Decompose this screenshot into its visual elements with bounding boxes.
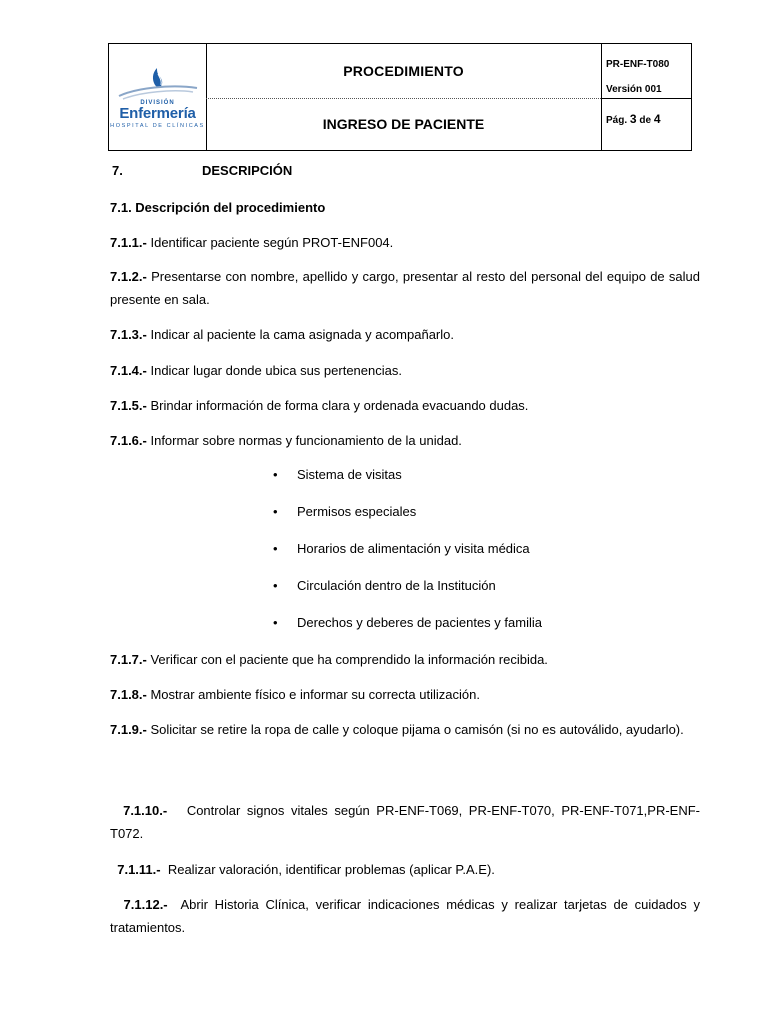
item-number: 7.1.7.- — [110, 652, 147, 667]
bullet-item — [273, 578, 496, 593]
doc-version: Versión 001 — [606, 84, 662, 95]
item-text: Indicar al paciente la cama asignada y acompañarlo. — [146, 327, 454, 342]
logo-name-text: Enfermería — [119, 105, 196, 122]
document-header — [108, 43, 692, 151]
page-number: 3 — [629, 112, 637, 126]
item-number: 7.1.4.- — [110, 363, 147, 378]
page-total: 4 — [653, 112, 661, 126]
bullet-item — [273, 541, 530, 556]
list-item — [110, 323, 700, 346]
item-text: Presentarse con nombre, apellido y cargo, presentar al resto del personal del equipo de salud presente en sala. — [110, 269, 700, 307]
item-number: 7.1.9.- — [110, 722, 147, 737]
item-text: Solicitar se retire la ropa de calle y coloque pijama o camisón (si no es autoválido, ayudarlo). — [146, 722, 684, 737]
logo-division-text: DIVISIÓN — [140, 100, 175, 106]
list-item — [110, 231, 700, 254]
bullet-text: Permisos especiales — [297, 504, 417, 519]
list-item — [110, 718, 700, 741]
item-text: Controlar signos vitales según PR-ENF-T069, PR-ENF-T070, PR-ENF-T071,PR-ENF-T072. — [110, 803, 700, 841]
item-text: Brindar información de forma clara y ordenada evacuando dudas. — [146, 398, 529, 413]
item-text: Realizar valoración, identificar problemas (aplicar P.A.E). — [160, 862, 495, 877]
item-number: 7.1.8.- — [110, 687, 147, 702]
bullet-item — [273, 615, 542, 630]
item-text: Abrir Historia Clínica, verificar indicaciones médicas y realizar tarjetas de cuidados y tratamientos. — [110, 897, 704, 935]
list-item — [110, 429, 700, 452]
bullet-text: Horarios de alimentación y visita médica — [297, 541, 530, 556]
item-number: 7.1.2.- — [110, 269, 147, 284]
bullet-icon: • — [273, 541, 278, 556]
bullet-icon: • — [273, 615, 278, 630]
meta-cell — [601, 44, 691, 150]
list-item — [110, 394, 700, 417]
bullet-text: Circulación dentro de la Institución — [297, 578, 496, 593]
list-item — [110, 359, 700, 382]
page-box — [601, 98, 691, 150]
bullet-icon: • — [273, 578, 278, 593]
section-title: DESCRIPCIÓN — [202, 163, 293, 178]
bullet-icon: • — [273, 504, 278, 519]
section-number: 7. — [112, 163, 123, 178]
item-number: 7.1.10.- — [123, 803, 168, 818]
logo — [109, 44, 207, 150]
bullet-text: Derechos y deberes de pacientes y familia — [297, 615, 542, 630]
doc-title: INGRESO DE PACIENTE — [322, 116, 485, 132]
item-text: Verificar con el paciente que ha comprendido la información recibida. — [146, 652, 548, 667]
list-item — [110, 683, 700, 706]
nursing-logo-icon — [111, 58, 204, 102]
subsection-title-text: 7.1. Descripción del procedimiento — [110, 200, 326, 215]
subsection-title — [110, 196, 700, 219]
bullet-item — [273, 467, 402, 482]
page-label: Pág. — [606, 115, 628, 126]
item-number: 7.1.12.- — [123, 897, 168, 912]
doc-type: PROCEDIMIENTO — [206, 44, 601, 99]
item-number: 7.1.6.- — [110, 433, 147, 448]
list-item — [110, 265, 700, 311]
list-item — [110, 648, 700, 671]
item-number: 7.1.5.- — [110, 398, 147, 413]
title-cell — [206, 44, 602, 150]
item-text: Informar sobre normas y funcionamiento de la unidad. — [146, 433, 462, 448]
page-indicator — [606, 112, 661, 126]
list-item — [110, 870, 704, 939]
item-number: 7.1.1.- — [110, 235, 147, 250]
item-number: 7.1.3.- — [110, 327, 147, 342]
bullet-text: Sistema de visitas — [297, 467, 402, 482]
item-text: Mostrar ambiente físico e informar su correcta utilización. — [146, 687, 480, 702]
item-text: Identificar paciente según PROT-ENF004. — [146, 235, 394, 250]
item-number: 7.1.11.- — [117, 862, 161, 877]
bullet-item — [273, 504, 416, 519]
page-of: de — [639, 115, 652, 126]
bullet-icon: • — [273, 467, 278, 482]
doc-code: PR-ENF-T080 — [606, 59, 670, 70]
item-text: Indicar lugar donde ubica sus pertenencias. — [146, 363, 402, 378]
logo-subtitle-text: HOSPITAL DE CLÍNICAS — [110, 123, 205, 129]
